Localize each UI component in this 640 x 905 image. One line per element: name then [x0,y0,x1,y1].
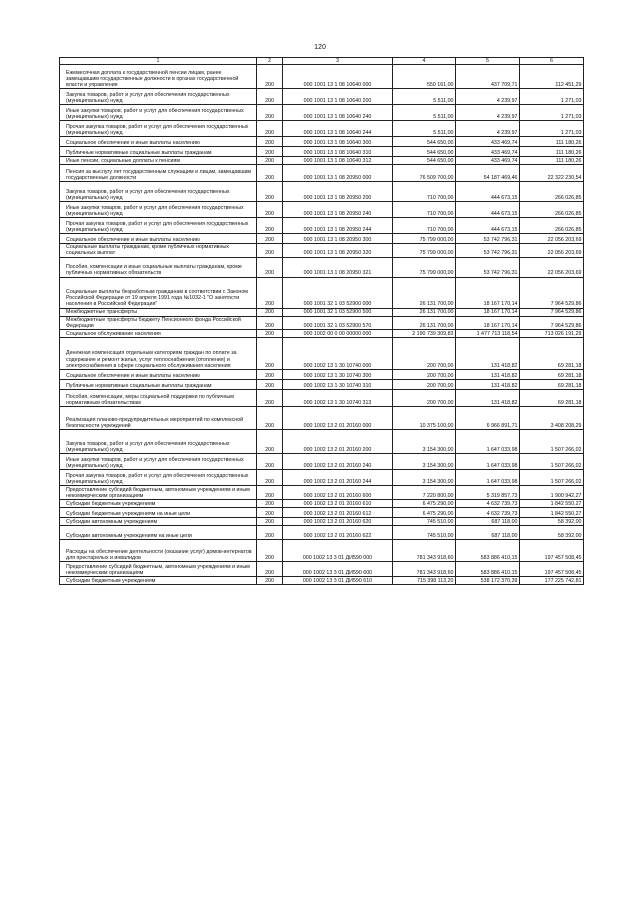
classification-code: 000 1002 13 2 01 20160 244 [283,470,393,486]
remaining-amount: 1 507 266,02 [520,470,584,486]
classification-code: 000 1002 00 0 00 00000 000 [283,330,393,338]
remaining-amount: 3 408 208,29 [520,407,584,430]
approved-amount: 745 510,00 [393,526,456,540]
remaining-amount: 111 180,26 [520,137,584,147]
approved-amount: 710 700,00 [393,182,456,202]
line-code: 200 [257,562,283,577]
executed-amount: 433 469,74 [456,137,520,147]
item-name: Публичные нормативные социальные выплаты гражданам [60,147,257,157]
item-name: Предоставление субсидий бюджетным, автономным учреждениям и иным некоммерческим организациям [60,486,257,500]
line-code: 200 [257,577,283,585]
approved-amount: 6 475 290,00 [393,508,456,518]
approved-amount: 26 131 700,00 [393,277,456,308]
approved-amount: 200 700,00 [393,370,456,380]
executed-amount: 1 647 033,98 [456,470,520,486]
remaining-amount: 111 180,26 [520,157,584,165]
line-code: 200 [257,234,283,244]
line-code: 200 [257,500,283,508]
classification-code: 000 1001 13 1 08 10640 240 [283,105,393,121]
approved-amount: 10 375 100,00 [393,407,456,430]
table-row [60,540,584,562]
approved-amount: 3 154 300,00 [393,454,456,470]
line-code: 200 [257,157,283,165]
executed-amount: 1 647 033,98 [456,430,520,454]
budget-table [59,57,584,585]
remaining-amount: 69 281,18 [520,338,584,370]
item-name: Социальные выплаты гражданам, кроме публичных нормативных социальных выплат [60,244,257,257]
approved-amount: 76 509 700,00 [393,165,456,182]
table-row [60,526,584,540]
classification-code: 000 1002 13 3 01 ДИ590 610 [283,577,393,585]
item-name: Пенсия за выслугу лет государственным служащим и лицам, замещавшим государственные должности [60,165,257,182]
approved-amount: 3 154 300,00 [393,470,456,486]
item-name: Иные закупки товаров, работ и услуг для обеспечения государственных (муниципальных) нужд [60,454,257,470]
item-name: Закупка товаров, работ и услуг для обеспечения государственных (муниципальных) нужд [60,182,257,202]
item-name: Прочая закупка товаров, работ и услуг для обеспечения государственных (муниципальных) нужд [60,218,257,234]
remaining-amount: 111 180,26 [520,147,584,157]
classification-code: 000 1001 13 1 08 20950 244 [283,218,393,234]
classification-code: 000 1002 13 1 30 10740 000 [283,338,393,370]
table-row [60,89,584,105]
table-row [60,105,584,121]
classification-code: 000 1002 13 1 30 10740 313 [283,390,393,407]
executed-amount: 433 469,74 [456,147,520,157]
item-name: Субсидии бюджетным учреждениям [60,500,257,508]
table-row [60,218,584,234]
executed-amount: 4 239,97 [456,105,520,121]
remaining-amount: 22 322 230,54 [520,165,584,182]
approved-amount: 7 220 800,00 [393,486,456,500]
table-row [60,65,584,89]
remaining-amount: 177 225 742,81 [520,577,584,585]
executed-amount: 53 742 796,31 [456,244,520,257]
classification-code: 000 1002 13 2 01 20160 610 [283,500,393,508]
classification-code: 000 1001 13 1 08 10640 310 [283,147,393,157]
executed-amount: 18 167 170,14 [456,316,520,329]
classification-code: 000 1001 13 1 08 20950 320 [283,244,393,257]
item-name: Пособия, компенсации и иные социальные выплаты гражданам, кроме публичных нормативных обязательств [60,257,257,277]
table-row [60,234,584,244]
item-name: Социальное обеспечение и иные выплаты населению [60,137,257,147]
line-code: 200 [257,121,283,137]
classification-code: 000 1001 13 1 08 10640 000 [283,65,393,89]
line-code: 200 [257,202,283,218]
approved-amount: 710 700,00 [393,202,456,218]
remaining-amount: 713 026 191,29 [520,330,584,338]
classification-code: 000 1002 13 2 01 20160 240 [283,454,393,470]
item-name: Субсидии автономным учреждениям [60,518,257,526]
classification-code: 000 1001 13 1 08 10640 300 [283,137,393,147]
executed-amount: 444 673,15 [456,182,520,202]
classification-code: 000 1001 13 1 08 10640 244 [283,121,393,137]
remaining-amount: 7 964 529,86 [520,316,584,329]
classification-code: 000 1002 13 3 01 ДИ590 000 [283,540,393,562]
approved-amount: 75 799 000,00 [393,234,456,244]
executed-amount: 6 966 891,71 [456,407,520,430]
executed-amount: 131 418,82 [456,380,520,390]
table-row [60,338,584,370]
line-code: 200 [257,407,283,430]
executed-amount: 5 319 857,73 [456,486,520,500]
approved-amount: 781 343 918,60 [393,540,456,562]
table-row [60,370,584,380]
approved-amount: 200 700,00 [393,380,456,390]
remaining-amount: 1 900 942,27 [520,486,584,500]
remaining-amount: 7 964 529,86 [520,308,584,316]
item-name: Социальное обслуживание населения [60,330,257,338]
item-name: Межбюджетные трансферты бюджету Пенсионного фонда Российской Федерации [60,316,257,329]
line-code: 200 [257,380,283,390]
approved-amount: 200 700,00 [393,338,456,370]
remaining-amount: 69 281,18 [520,370,584,380]
executed-amount: 538 172 370,39 [456,577,520,585]
column-header: 1 [60,58,257,65]
approved-amount: 781 343 918,60 [393,562,456,577]
line-code: 200 [257,105,283,121]
item-name: Социальное обеспечение и иные выплаты населению [60,234,257,244]
line-code: 200 [257,65,283,89]
executed-amount: 687 118,00 [456,518,520,526]
remaining-amount: 58 392,00 [520,526,584,540]
item-name: Предоставление субсидий бюджетным, автономным учреждениям и иным некоммерческим организациям [60,562,257,577]
approved-amount: 5 511,00 [393,89,456,105]
table-row [60,330,584,338]
classification-code: 000 1001 13 1 08 10640 312 [283,157,393,165]
remaining-amount: 1 507 266,02 [520,454,584,470]
executed-amount: 4 632 739,73 [456,500,520,508]
line-code: 200 [257,508,283,518]
executed-amount: 4 239,97 [456,89,520,105]
line-code: 200 [257,316,283,329]
remaining-amount: 197 457 508,45 [520,562,584,577]
table-row [60,308,584,316]
approved-amount: 544 650,00 [393,137,456,147]
approved-amount: 6 475 290,00 [393,500,456,508]
classification-code: 000 1002 13 3 01 ДИ590 600 [283,562,393,577]
executed-amount: 4 239,97 [456,121,520,137]
approved-amount: 5 511,00 [393,121,456,137]
table-row [60,137,584,147]
line-code: 200 [257,277,283,308]
classification-code: 000 1002 13 2 01 20160 612 [283,508,393,518]
classification-code: 000 1001 32 1 03 52900 000 [283,277,393,308]
table-row [60,257,584,277]
table-row [60,577,584,585]
item-name: Реализация планово-предупредительных мероприятий по комплексной безопасности учреждений [60,407,257,430]
executed-amount: 433 469,74 [456,157,520,165]
executed-amount: 131 418,82 [456,370,520,380]
executed-amount: 437 709,71 [456,65,520,89]
item-name: Иные закупки товаров, работ и услуг для обеспечения государственных (муниципальных) нужд [60,105,257,121]
executed-amount: 1 477 713 118,54 [456,330,520,338]
approved-amount: 2 190 739 309,83 [393,330,456,338]
table-row [60,165,584,182]
item-name: Субсидии бюджетным учреждениям [60,577,257,585]
column-header: 6 [520,58,584,65]
line-code: 200 [257,430,283,454]
classification-code: 000 1002 13 2 01 20160 620 [283,518,393,526]
line-code: 200 [257,308,283,316]
classification-code: 000 1002 13 1 30 10740 300 [283,370,393,380]
remaining-amount: 22 056 203,69 [520,244,584,257]
line-code: 200 [257,89,283,105]
item-name: Закупка товаров, работ и услуг для обеспечения государственных (муниципальных) нужд [60,89,257,105]
classification-code: 000 1001 13 1 08 10640 200 [283,89,393,105]
remaining-amount: 1 271,03 [520,89,584,105]
table-row [60,277,584,308]
item-name: Расходы на обеспечение деятельности (оказание услуг) домов-интернатов для престарелых и инвалидов [60,540,257,562]
item-name: Межбюджетные трансферты [60,308,257,316]
classification-code: 000 1002 13 1 30 10740 310 [283,380,393,390]
line-code: 200 [257,454,283,470]
table-row [60,157,584,165]
column-header: 4 [393,58,456,65]
executed-amount: 1 647 033,98 [456,454,520,470]
item-name: Публичные нормативные социальные выплаты гражданам [60,380,257,390]
item-name: Пособия, компенсации, меры социальной поддержки по публичным нормативным обязательствам [60,390,257,407]
remaining-amount: 266 026,85 [520,202,584,218]
remaining-amount: 69 281,18 [520,390,584,407]
executed-amount: 4 632 739,73 [456,508,520,518]
table-row [60,121,584,137]
approved-amount: 5 511,00 [393,105,456,121]
table-row [60,244,584,257]
table-row [60,380,584,390]
page-number: 120 [314,44,326,51]
line-code: 200 [257,257,283,277]
item-name: Денежная компенсация отдельным категориям граждан по оплате за содержание и ремонт жилья, услуг теплоснабжения (отопления) и электроснабжения в сфере социального обслуживания населения [60,338,257,370]
column-header: 3 [283,58,393,65]
executed-amount: 444 673,15 [456,202,520,218]
approved-amount: 26 131 700,00 [393,316,456,329]
line-code: 200 [257,486,283,500]
classification-code: 000 1001 32 1 03 52900 570 [283,316,393,329]
remaining-amount: 197 457 508,45 [520,540,584,562]
executed-amount: 131 418,82 [456,390,520,407]
approved-amount: 3 154 300,00 [393,430,456,454]
classification-code: 000 1002 13 2 01 20160 000 [283,407,393,430]
remaining-amount: 1 842 550,27 [520,508,584,518]
remaining-amount: 58 392,00 [520,518,584,526]
approved-amount: 710 700,00 [393,218,456,234]
line-code: 200 [257,147,283,157]
table-row [60,518,584,526]
classification-code: 000 1001 13 1 08 20950 200 [283,182,393,202]
table-row [60,500,584,508]
remaining-amount: 1 271,03 [520,121,584,137]
approved-amount: 200 700,00 [393,390,456,407]
table-row [60,182,584,202]
approved-amount: 745 510,00 [393,518,456,526]
table-row [60,454,584,470]
approved-amount: 75 799 000,00 [393,244,456,257]
item-name: Иные закупки товаров, работ и услуг для обеспечения государственных (муниципальных) нужд [60,202,257,218]
classification-code: 000 1001 13 1 08 20950 321 [283,257,393,277]
executed-amount: 18 167 170,14 [456,277,520,308]
line-code: 200 [257,218,283,234]
table-row [60,562,584,577]
remaining-amount: 112 451,29 [520,65,584,89]
line-code: 200 [257,165,283,182]
table-row [60,470,584,486]
remaining-amount: 22 056 203,69 [520,257,584,277]
table-row [60,316,584,329]
remaining-amount: 7 964 529,86 [520,277,584,308]
item-name: Иные пенсии, социальные доплаты к пенсиям [60,157,257,165]
executed-amount: 444 673,15 [456,218,520,234]
remaining-amount: 1 271,03 [520,105,584,121]
classification-code: 000 1001 13 1 08 20950 300 [283,234,393,244]
remaining-amount: 69 281,18 [520,380,584,390]
approved-amount: 544 650,00 [393,157,456,165]
line-code: 200 [257,338,283,370]
classification-code: 000 1001 13 1 08 20950 000 [283,165,393,182]
remaining-amount: 266 026,85 [520,218,584,234]
item-name: Социальное обеспечение и иные выплаты населению [60,370,257,380]
line-code: 200 [257,518,283,526]
approved-amount: 544 650,00 [393,147,456,157]
column-header: 5 [456,58,520,65]
line-code: 200 [257,526,283,540]
classification-code: 000 1002 13 2 01 20160 600 [283,486,393,500]
line-code: 200 [257,330,283,338]
table-row [60,486,584,500]
approved-amount: 550 161,00 [393,65,456,89]
classification-code: 000 1001 32 1 03 52900 500 [283,308,393,316]
remaining-amount: 266 026,85 [520,182,584,202]
table-row [60,508,584,518]
remaining-amount: 1 507 266,02 [520,430,584,454]
executed-amount: 131 418,82 [456,338,520,370]
executed-amount: 18 167 170,14 [456,308,520,316]
executed-amount: 583 886 410,15 [456,562,520,577]
remaining-amount: 22 056 203,69 [520,234,584,244]
line-code: 200 [257,540,283,562]
table-row [60,430,584,454]
table-row [60,147,584,157]
line-code: 200 [257,390,283,407]
table-row [60,202,584,218]
item-name: Социальные выплаты безработным гражданам в соответствии с Законом Российской Федерации от 19 апреля 1991 года №1032-1 "О занятости населения в Российской Федерации" [60,277,257,308]
classification-code: 000 1002 13 2 01 20160 622 [283,526,393,540]
remaining-amount: 1 842 550,27 [520,500,584,508]
approved-amount: 75 799 000,00 [393,257,456,277]
approved-amount: 715 398 113,20 [393,577,456,585]
column-header: 2 [257,58,283,65]
item-name: Прочая закупка товаров, работ и услуг для обеспечения государственных (муниципальных) нужд [60,470,257,486]
line-code: 200 [257,137,283,147]
executed-amount: 687 118,00 [456,526,520,540]
item-name: Субсидии бюджетным учреждениям на иные цели [60,508,257,518]
item-name: Закупка товаров, работ и услуг для обеспечения государственных (муниципальных) нужд [60,430,257,454]
executed-amount: 53 742 796,31 [456,257,520,277]
line-code: 200 [257,370,283,380]
item-name: Субсидии автономным учреждениям на иные цели [60,526,257,540]
item-name: Прочая закупка товаров, работ и услуг для обеспечения государственных (муниципальных) нужд [60,121,257,137]
line-code: 200 [257,182,283,202]
table-row [60,407,584,430]
table-row [60,390,584,407]
item-name: Ежемесячная доплата к государственной пенсии лицам, ранее замещавшим государственные должности в органах государственной власти и управления [60,65,257,89]
line-code: 200 [257,470,283,486]
table-header-row [60,58,584,65]
executed-amount: 583 886 410,15 [456,540,520,562]
executed-amount: 53 742 796,31 [456,234,520,244]
classification-code: 000 1002 13 2 01 20160 200 [283,430,393,454]
classification-code: 000 1001 13 1 08 20950 240 [283,202,393,218]
line-code: 200 [257,244,283,257]
approved-amount: 26 131 700,00 [393,308,456,316]
executed-amount: 54 187 469,46 [456,165,520,182]
